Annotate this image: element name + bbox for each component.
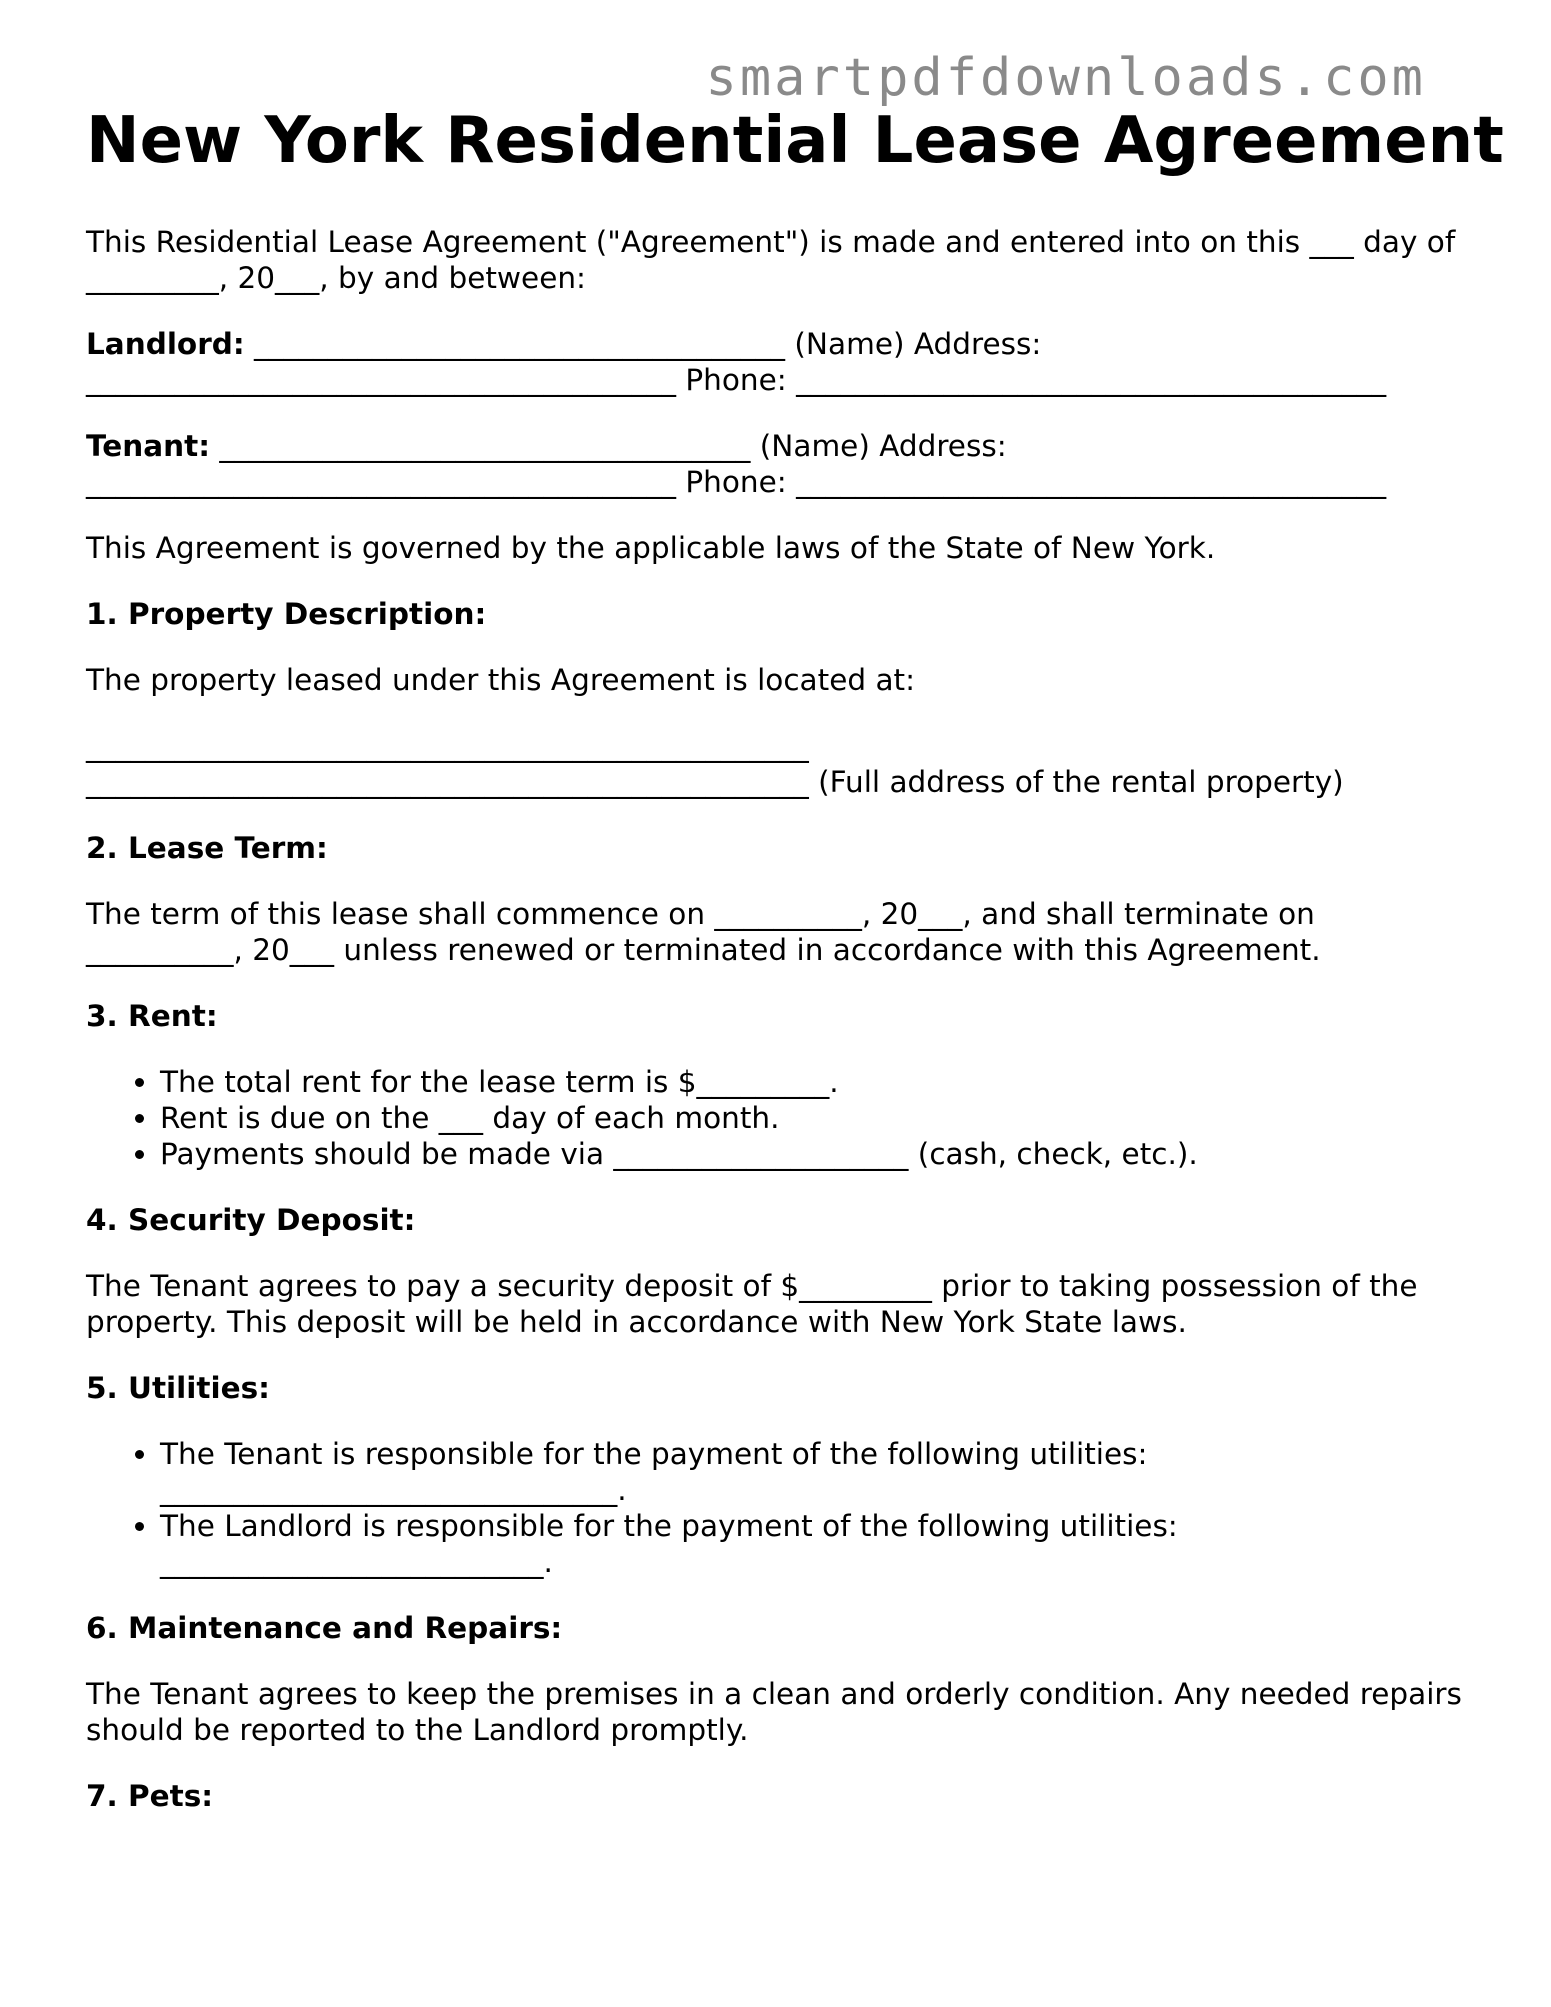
tenant-fields: ____________________________________ (Name) Address: ________________________________________ Phone: ________________________________________ — [86, 429, 1387, 499]
landlord-block — [86, 326, 1466, 398]
rent-list — [86, 1064, 1466, 1172]
watermark: smartpdfdownloads.com — [705, 48, 1426, 108]
list-item: • The Tenant is responsible for the payment of the following utilities: _______________________________. — [160, 1436, 1466, 1508]
list-item: • Payments should be made via ____________________ (cash, check, etc.). — [160, 1136, 1466, 1172]
tenant-block — [86, 428, 1466, 500]
section-heading-term: 2. Lease Term: — [86, 831, 328, 865]
section-heading-maintenance: 6. Maintenance and Repairs: — [86, 1611, 563, 1645]
property-line-2: _________________________________________________ (Full address of the rental property) — [86, 765, 1344, 799]
section-heading-pets: 7. Pets: — [86, 1779, 214, 1813]
section-heading-rent: 3. Rent: — [86, 999, 218, 1033]
term-paragraph: The term of this lease shall commence on __________, 20___, and shall terminate on __________, 20___ unless renewed or terminated in accordance with this Agreement. — [86, 897, 1321, 967]
list-item: • The Landlord is responsible for the payment of the following utilities: __________________________. — [160, 1508, 1466, 1580]
landlord-label: Landlord: — [86, 327, 245, 361]
property-line-1: _________________________________________________ — [86, 729, 809, 763]
section-heading-deposit: 4. Security Deposit: — [86, 1203, 416, 1237]
intro-paragraph: This Residential Lease Agreement ("Agreement") is made and entered into on this ___ day of _________, 20___, by and between: — [86, 225, 1456, 295]
list-item: • The total rent for the lease term is $_________. — [160, 1064, 1466, 1100]
section-heading-utilities: 5. Utilities: — [86, 1371, 270, 1405]
maintenance-paragraph: The Tenant agrees to keep the premises in a clean and orderly condition. Any needed repairs should be reported to the Landlord promptly. — [86, 1677, 1462, 1747]
deposit-paragraph: The Tenant agrees to pay a security deposit of $_________ prior to taking possession of the property. This deposit will be held in accordance with New York State laws. — [86, 1269, 1418, 1339]
list-item: • Rent is due on the ___ day of each month. — [160, 1100, 1466, 1136]
governing-law-paragraph: This Agreement is governed by the applicable laws of the State of New York. — [86, 531, 1216, 565]
landlord-fields: ____________________________________ (Name) Address: ________________________________________ Phone: ________________________________________ — [86, 327, 1387, 397]
property-paragraph: The property leased under this Agreement is located at: — [86, 663, 916, 697]
property-address-lines — [86, 728, 1466, 800]
tenant-label: Tenant: — [86, 429, 211, 463]
document-body — [86, 224, 1466, 1844]
section-heading-property: 1. Property Description: — [86, 597, 487, 631]
document-title: New York Residential Lease Agreement — [86, 104, 1504, 178]
utilities-list — [86, 1436, 1466, 1580]
